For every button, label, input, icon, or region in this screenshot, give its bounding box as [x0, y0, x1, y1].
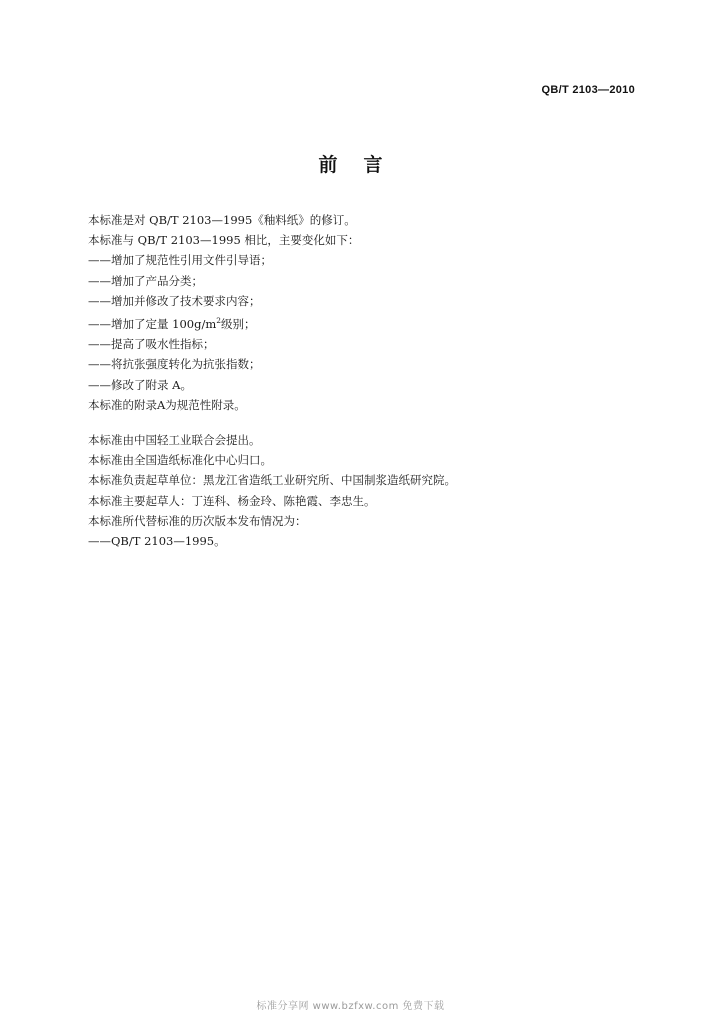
change-item: ——增加了产品分类；	[88, 273, 203, 288]
standard-code: QB/T 2103—2010	[541, 84, 635, 96]
foreword-changes-section	[88, 210, 648, 415]
text-line: 本标准所代替标准的历次版本发布情况为：	[88, 513, 307, 528]
change-item: ——修改了附录 A。	[88, 377, 192, 392]
change-item: ——增加并修改了技术要求内容；	[88, 293, 261, 308]
footer-watermark: 标准分享网 www.bzfxw.com 免费下载	[256, 1001, 445, 1012]
text-line: ——QB/T 2103—1995。	[88, 534, 226, 549]
text-line: 本标准由中国轻工业联合会提出。	[88, 433, 261, 447]
change-item: ——将抗张强度转化为抗张指数；	[88, 357, 261, 372]
page-title: 前言	[318, 154, 409, 176]
change-item-grammage	[88, 311, 648, 334]
text-line: 本标准与 QB/T 2103—1995 相比，主要变化如下：	[88, 233, 360, 248]
text-line: 本标准的附录A为规范性附录。	[88, 397, 246, 412]
change-item: ——增加了规范性引用文件引导语；	[88, 253, 272, 268]
foreword-authorship-section	[88, 430, 648, 551]
text-line: 本标准是对 QB/T 2103—1995《釉料纸》的修订。	[88, 213, 356, 227]
text-line: 本标准负责起草单位：黑龙江省造纸工业研究所、中国制浆造纸研究院。	[88, 473, 456, 488]
text-line: 本标准主要起草人：丁连科、杨金玲、陈艳霞、李忠生。	[88, 493, 376, 508]
grammage-text: ——增加了定量 100g/m	[88, 317, 217, 332]
grammage-suffix: 级别；	[221, 317, 256, 332]
change-item: ——提高了吸水性指标；	[88, 337, 215, 352]
grammage-superscript: 2	[216, 316, 222, 326]
text-line: 本标准由全国造纸标准化中心归口。	[88, 453, 272, 468]
